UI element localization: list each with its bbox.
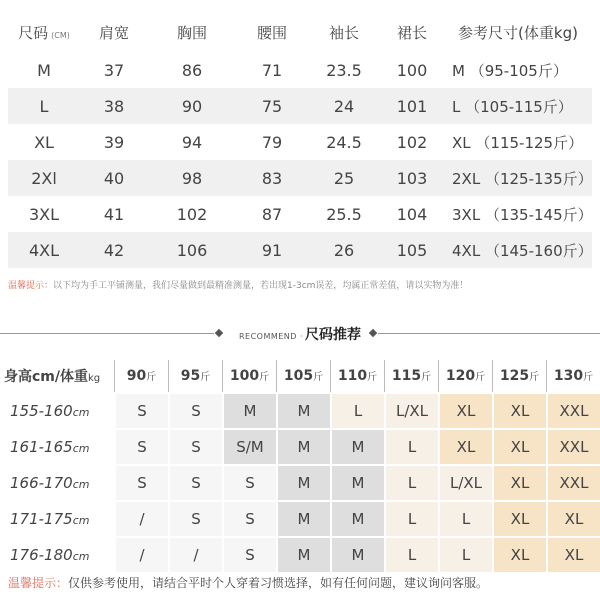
skirt-cell: 103 xyxy=(380,160,444,196)
header-skirt: 裙长 xyxy=(396,23,427,42)
header-size: 尺码 (CM) xyxy=(18,23,70,42)
header-sleeve: 袖长 xyxy=(328,23,359,42)
shoulder-cell: 42 xyxy=(80,232,148,268)
reference-cell: 3XL （135-145斤） xyxy=(444,196,592,232)
size-recommendation-cell: M xyxy=(330,428,384,464)
reference-cell: 4XL （145-160斤） xyxy=(444,232,592,268)
size-recommendation-cell: XL xyxy=(492,464,546,500)
size-row xyxy=(8,124,592,160)
size-recommendation-cell: L xyxy=(438,500,492,536)
size-recommendation-cell: XL xyxy=(492,392,546,428)
shoulder-cell: 40 xyxy=(80,160,148,196)
sleeve-cell: 24 xyxy=(308,88,380,124)
header-chest: 胸围 xyxy=(176,23,207,42)
size-recommendation-cell: S xyxy=(222,500,276,536)
skirt-cell: 100 xyxy=(380,52,444,88)
size-recommendation-cell: L xyxy=(384,428,438,464)
tip-label: 温馨提示： xyxy=(8,281,54,291)
sleeve-cell: 25 xyxy=(308,160,380,196)
recommend-title-en: RECOMMEND · xyxy=(238,332,304,341)
chest-cell: 102 xyxy=(148,196,236,232)
size-cell: 4XL xyxy=(8,232,80,268)
size-recommendation-cell: S/M xyxy=(222,428,276,464)
recommend-title-cn: 尺码推荐 xyxy=(305,327,362,343)
height-label: 155-160cm xyxy=(0,392,114,428)
size-recommendation-cell: XXL xyxy=(546,392,600,428)
weight-header: 105斤 xyxy=(276,360,330,392)
height-label: 166-170cm xyxy=(0,464,114,500)
sleeve-cell: 24.5 xyxy=(308,124,380,160)
size-row xyxy=(8,52,592,88)
size-chart-header xyxy=(8,12,592,52)
height-label: 176-180cm xyxy=(0,536,114,572)
size-recommendation-cell: M xyxy=(276,428,330,464)
size-chart-table xyxy=(8,12,592,268)
shoulder-cell: 39 xyxy=(80,124,148,160)
size-recommendation-cell: M xyxy=(330,536,384,572)
size-recommendation-cell: L xyxy=(438,536,492,572)
weight-header: 130斤 xyxy=(546,360,600,392)
reference-cell: XL （115-125斤） xyxy=(444,124,592,160)
size-recommendation-cell: XXL xyxy=(546,428,600,464)
recommendation-tip xyxy=(8,574,488,591)
chest-cell: 106 xyxy=(148,232,236,268)
size-recommendation-cell: S xyxy=(222,536,276,572)
sleeve-cell: 23.5 xyxy=(308,52,380,88)
skirt-cell: 101 xyxy=(380,88,444,124)
recommend-header-row xyxy=(0,360,600,392)
reference-cell: 2XL （125-135斤） xyxy=(444,160,592,196)
header-unit: (CM) xyxy=(51,30,70,40)
size-recommendation-cell: S xyxy=(114,464,168,500)
reference-cell: M （95-105斤） xyxy=(444,52,592,88)
size-recommendation-cell: S xyxy=(168,428,222,464)
recommend-title xyxy=(0,324,600,344)
height-label: 171-175cm xyxy=(0,500,114,536)
size-recommendation-cell: L/XL xyxy=(384,392,438,428)
measurement-tip xyxy=(8,278,468,291)
skirt-cell: 102 xyxy=(380,124,444,160)
tip-text: 仅供参考使用，请结合平时个人穿着习惯选择，如有任何问题，建议询问客服。 xyxy=(68,576,489,590)
chest-cell: 86 xyxy=(148,52,236,88)
weight-header: 90斤 xyxy=(114,360,168,392)
size-recommendation-cell: L xyxy=(384,464,438,500)
weight-header: 95斤 xyxy=(168,360,222,392)
size-recommendation-cell: XL xyxy=(492,500,546,536)
reference-cell: L （105-115斤） xyxy=(444,88,592,124)
size-recommendation-cell: XL xyxy=(492,428,546,464)
size-recommendation-cell: / xyxy=(114,536,168,572)
waist-cell: 83 xyxy=(236,160,308,196)
size-cell: 3XL xyxy=(8,196,80,232)
size-recommendation-cell: XL xyxy=(546,536,600,572)
skirt-cell: 104 xyxy=(380,196,444,232)
corner-header: 身高cm/体重kg xyxy=(4,369,101,385)
size-recommendation-cell: S xyxy=(114,392,168,428)
weight-header: 115斤 xyxy=(384,360,438,392)
recommend-row xyxy=(0,428,600,464)
shoulder-cell: 37 xyxy=(80,52,148,88)
weight-header: 110斤 xyxy=(330,360,384,392)
size-recommendation-cell: XL xyxy=(492,536,546,572)
chest-cell: 90 xyxy=(148,88,236,124)
shoulder-cell: 38 xyxy=(80,88,148,124)
weight-header: 100斤 xyxy=(222,360,276,392)
size-recommendation-cell: S xyxy=(168,500,222,536)
size-row xyxy=(8,160,592,196)
size-cell: L xyxy=(8,88,80,124)
size-recommendation-cell: M xyxy=(330,464,384,500)
size-recommendation-cell: L xyxy=(330,392,384,428)
size-cell: XL xyxy=(8,124,80,160)
size-cell: M xyxy=(8,52,80,88)
sleeve-cell: 26 xyxy=(308,232,380,268)
recommend-row xyxy=(0,464,600,500)
size-recommendation-cell: XL xyxy=(438,392,492,428)
size-recommendation-cell: M xyxy=(276,464,330,500)
size-recommendation-cell: L xyxy=(384,500,438,536)
waist-cell: 91 xyxy=(236,232,308,268)
size-recommendation-cell: M xyxy=(276,500,330,536)
waist-cell: 87 xyxy=(236,196,308,232)
waist-cell: 71 xyxy=(236,52,308,88)
size-row xyxy=(8,232,592,268)
size-recommendation-cell: XL xyxy=(546,500,600,536)
size-row xyxy=(8,196,592,232)
size-recommendation-cell: S xyxy=(168,464,222,500)
weight-header: 120斤 xyxy=(438,360,492,392)
size-recommendation-cell: M xyxy=(276,536,330,572)
recommend-row xyxy=(0,392,600,428)
size-recommendation-cell: M xyxy=(330,500,384,536)
chest-cell: 94 xyxy=(148,124,236,160)
size-recommendation-cell: XL xyxy=(438,428,492,464)
size-recommendation-cell: XXL xyxy=(546,464,600,500)
size-cell: 2Xl xyxy=(8,160,80,196)
height-label: 161-165cm xyxy=(0,428,114,464)
size-recommendation-cell: L xyxy=(384,536,438,572)
size-recommendation-table xyxy=(0,360,600,572)
size-recommendation-cell: L/XL xyxy=(438,464,492,500)
skirt-cell: 105 xyxy=(380,232,444,268)
header-shoulder: 肩宽 xyxy=(98,23,129,42)
recommend-header xyxy=(0,322,600,344)
waist-cell: 75 xyxy=(236,88,308,124)
size-recommendation-cell: S xyxy=(114,428,168,464)
recommend-row xyxy=(0,536,600,572)
header-waist: 腰围 xyxy=(256,23,287,42)
sleeve-cell: 25.5 xyxy=(308,196,380,232)
recommend-row xyxy=(0,500,600,536)
tip-label: 温馨提示： xyxy=(8,576,69,590)
size-recommendation-cell: M xyxy=(222,392,276,428)
size-recommendation-cell: / xyxy=(168,536,222,572)
size-recommendation-cell: M xyxy=(276,392,330,428)
chest-cell: 98 xyxy=(148,160,236,196)
shoulder-cell: 41 xyxy=(80,196,148,232)
size-recommendation-cell: S xyxy=(222,464,276,500)
weight-header: 125斤 xyxy=(492,360,546,392)
waist-cell: 79 xyxy=(236,124,308,160)
size-recommendation-cell: S xyxy=(168,392,222,428)
size-recommendation-cell: / xyxy=(114,500,168,536)
size-row xyxy=(8,88,592,124)
tip-text: 以下均为手工平铺测量，我们尽量做到最精准测量，若出现1-3cm误差，均属正常差值，请以实物为准！ xyxy=(53,281,469,291)
header-reference: 参考尺寸(体重kg) xyxy=(458,23,578,42)
